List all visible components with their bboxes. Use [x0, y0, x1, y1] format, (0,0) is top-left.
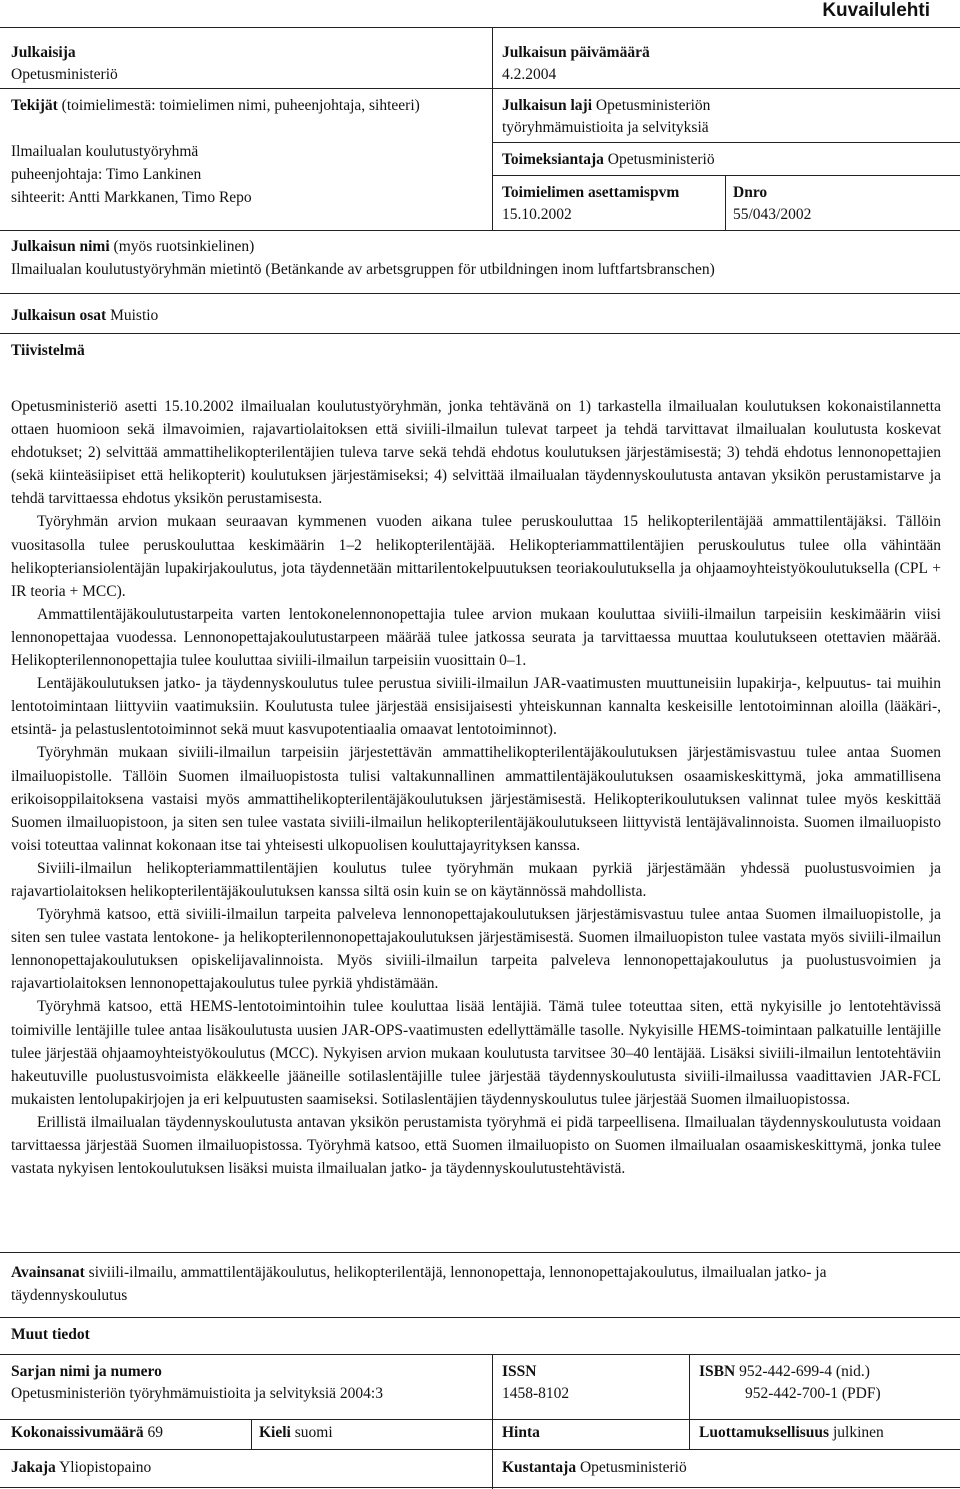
summary-paragraph: Siviili-ilmailun helikopteriammattilentäjien koulutus tulee työryhmän mukaan pyrkiä järjestämään yhdessä puolustusvoimien ja rajavartiolaitoksen helikopterilentäjäkoulutuksen kanssa siltä osin kuin se on käytännössä mahdollista.: [11, 859, 941, 900]
rule-after-pub-type: [492, 142, 960, 143]
rule-after-header: [0, 230, 960, 231]
page-count-label: Kokonaissivumäärä: [11, 1424, 144, 1441]
rule-after-commissioner: [492, 175, 960, 176]
commissioner-label: Toimeksiantaja: [502, 151, 604, 168]
authors-label: Tekijät: [11, 97, 58, 114]
details-divider-3: [689, 1419, 690, 1449]
commissioner-value: Opetusministeriö: [607, 151, 715, 168]
publisher-value: Opetusministeriö: [11, 66, 118, 83]
authors-label-note: (toimielimestä: toimielimen nimi, puheenjohtaja, sihteeri): [61, 97, 420, 114]
pub-type-value-2: työryhmämuistioita ja selvityksiä: [502, 119, 709, 136]
bottom-rule: [0, 1487, 960, 1488]
dnro-label: Dnro: [733, 184, 768, 201]
pub-name-value: Ilmailualan koulutustyöryhmän mietintö (Betänkande av arbetsgruppen för utbildningen inom luftfartsbranschen): [11, 261, 715, 278]
commissioner: [502, 151, 715, 169]
document-title: Kuvailulehti: [822, 0, 930, 21]
rule-after-date: [492, 88, 960, 89]
details-divider-2: [492, 1419, 493, 1489]
isbn: [699, 1363, 870, 1381]
dnro-divider: [725, 175, 726, 230]
authors-line-3: sihteerit: Antti Markkanen, Timo Repo: [11, 189, 252, 206]
pub-date-label: Julkaisun päivämäärä: [502, 44, 650, 61]
confidentiality-label: Luottamuksellisuus: [699, 1424, 830, 1441]
dnro-value: 55/043/2002: [733, 206, 812, 223]
summary-label: Tiivistelmä: [11, 342, 85, 359]
price-label: Hinta: [502, 1424, 540, 1441]
summary-body: [11, 395, 941, 1180]
summary-paragraph: Opetusministeriö asetti 15.10.2002 ilmailualan koulutustyöryhmän, jonka tehtävänä on 1) tarkastella ilmailualan koulutuksen kokonaistilannetta ottaen huomioon sekä ilmavoimien, rajavartiolaitoksen että siviili-ilmailun tulevat tarpeet ja tehdä tarvittavat ilmailualan koulutusta koskevat ehdotukset; 2) selvittää ammattihelikopterilentäjien tuleva tarve sekä tehdä ehdotus koulutuksen järjestämisestä; 3) tehdä ehdotus lennonopettajien (sekä kiinteäsiipiset että helikopterit) koulutuksen järjestämiseksi; 4) selvittää ilmailualan täydennyskoulutusta antavan yksikön perustamistarve ja tehdä tarvittaessa ehdotus yksikön perustamisesta.: [11, 398, 941, 508]
pub-name-label-note: (myös ruotsinkielinen): [113, 238, 255, 255]
rule-after-other-info: [0, 1354, 960, 1355]
keywords: [11, 1264, 826, 1282]
rule-after-series: [0, 1419, 960, 1420]
authors-line-1: Ilmailualan koulutustyöryhmä: [11, 143, 199, 160]
header-divider: [492, 27, 493, 230]
issn-label: ISSN: [502, 1363, 537, 1380]
rule-after-pub-parts: [0, 333, 960, 334]
pub-type: [502, 97, 710, 115]
series-divider-2: [689, 1354, 690, 1419]
language: [259, 1424, 333, 1442]
confidentiality: [699, 1424, 884, 1442]
authors-line-2: puheenjohtaja: Timo Lankinen: [11, 166, 202, 183]
rule-after-publisher: [0, 88, 492, 89]
publisher-bottom: [502, 1459, 687, 1477]
page-count: [11, 1424, 163, 1442]
pub-type-label: Julkaisun laji: [502, 97, 593, 114]
rule-after-keywords: [0, 1317, 960, 1318]
summary-paragraph: Lentäjäkoulutuksen jatko- ja täydennyskoulutus tulee perustua siviili-ilmailun JAR-vaatimusten muuttuneisiin lupakirja-, kelpuutus- tai muihin lentotoimintaan liittyviin vaatimuksiin. Koulutusta tulee järjestää ensisijaisesti yhteiskunnan kannalta keskeisille lentotoiminnan aloilla (lääkäri-, etsintä- ja pelastuslentotoiminnot sekä muut kasvupotentiaalia omaavat lentotoiminnot).: [11, 675, 941, 739]
pub-parts: [11, 307, 158, 325]
keywords-value-1: siviili-ilmailu, ammattilentäjäkoulutus, helikopterilentäjä, lennonopettaja, lennonopettajakoulutus, ilmailualan jatko- ja: [88, 1264, 827, 1281]
series-label: Sarjan nimi ja numero: [11, 1363, 162, 1380]
pub-name-heading: [11, 238, 254, 256]
page-count-value: 69: [147, 1424, 164, 1441]
publisher-label: Julkaisija: [11, 44, 76, 61]
language-label: Kieli: [259, 1424, 291, 1441]
summary-paragraph: Työryhmä katsoo, että HEMS-lentotoimintoihin tulee kouluttaa lisää lentäjiä. Tämä tulee toteuttaa siten, että nykyisille jo lentotehtävissä toimiville lentäjille tulee antaa lisäkoulutusta uusien JAR-OPS-vaatimusten edellyttämälle tasolle. Nykyisille HEMS-toimintaan palkatuille lentäjille tulee järjestää ohjaamoyhteistyökoulutus (MCC). Nykyisen arvion mukaan koulutusta tarvitsee 30–40 lentäjää. Lisäksi siviili-ilmailun lentotehtäviin hakeutuville puolustusvoimista eläkkeelle jääneille sotilaslentäjille tulee järjestää täydennyskoulutusta siviili-ilmailussa vaadittavien JAR-FCL mukaisten lentolupakirjojen ja eri kelpuutusten saamiseksi. Sotilaslentäjien täydennyskoulutus tulee järjestää Suomen ilmailuopistossa.: [11, 998, 941, 1108]
distributor-label: Jakaja: [11, 1459, 56, 1476]
confidentiality-value: julkinen: [832, 1424, 884, 1441]
distributor-value: Yliopistopaino: [59, 1459, 152, 1476]
keywords-value-2: täydennyskoulutus: [11, 1287, 128, 1304]
rule-before-keywords: [0, 1252, 960, 1253]
distributor: [11, 1459, 151, 1477]
keywords-label: Avainsanat: [11, 1264, 85, 1281]
summary-paragraph: Työryhmän arvion mukaan seuraavan kymmenen vuoden aikana tulee peruskouluttaa 15 helikopterilentäjää ammattilentäjäksi. Tällöin vuositasolla tulee peruskouluttaa keskimäärin 1–2 helikopterilentäjää. Helikopteriammattilentäjien peruskoulutus tulee olla vähintään helikopteriansiolentäjän lupakirjakoulutus, jota täydennetään mittarilentokelpuutuksen teoriakoulutuksella ja ohjaamoyhteistyökoulutuksella (CPL + IR teoria + MCC).: [11, 513, 941, 600]
pub-name-label: Julkaisun nimi: [11, 238, 110, 255]
isbn-label: ISBN: [699, 1363, 736, 1380]
isbn-value-1: 952-442-699-4 (nid.): [739, 1363, 870, 1380]
summary-paragraph: Työryhmä katsoo, että siviili-ilmailun tarpeita palveleva lennonopettajakoulutuksen järjestämisvastuu tulee antaa Suomen ilmailuopistolle, ja siten sen tulee vastata lentokone- ja helikopterilennonopettajakoulutuksen järjestämisestä. Suomen ilmailuopiston tulee vastata myös siviili-ilmailun lennonopettajakoulutuksen opiskelijavalinnoista. Myös siviili-ilmailun tarpeita palveleva lennonopettajakoulutus ja puolustusvoimien ja rajavartiolaitoksen lennonopettajakoulutus tulee pyrkiä yhdistämään.: [11, 906, 941, 993]
pub-date-value: 4.2.2004: [502, 66, 557, 83]
series-divider-1: [492, 1354, 493, 1419]
details-divider-1: [251, 1419, 252, 1449]
summary-paragraph: Työryhmän mukaan siviili-ilmailun tarpeisiin järjestettävän ammattihelikopterilentäjäkoulutuksen järjestämisvastuu tulee antaa Suomen ilmailuopistolle. Tällöin Suomen ilmailuopistosta tulisi valtakunnallinen ammattilentäjäkoulutuksen osaamiskeskittymä, joka ammatillisena erikoisoppilaitoksena vastaisi myös ammattihelikopterilentäjäkoulutuksen järjestämisestä. Helikopterikoulutuksen valinnat tulee myös keskittää Suomen ilmailuopistoon, ja siten sen tulee vastata siviili-ilmailun helikopterilentäjäkoulutukseen liittyvistä lentäjävalinnoista. Suomen ilmailuopisto voisi toteuttaa valinnat kokonaan itse tai yhteisesti ulkopuolisen kouluttajayrityksen kanssa.: [11, 744, 941, 854]
top-rule: [0, 27, 960, 28]
other-info-label: Muut tiedot: [11, 1326, 90, 1343]
publisher-bottom-value: Opetusministeriö: [579, 1459, 687, 1476]
authors-heading: [11, 97, 420, 115]
pub-type-value-1: Opetusministeriön: [595, 97, 711, 114]
summary-paragraph: Ammattilentäjäkoulutustarpeita varten lentokonelennonopettajia tulee arvion mukaan kouluttaa siviili-ilmailun tarpeisiin keskimäärin viisi lennonopettajaa vuodessa. Lennonopettajakoulutustarpeen määrää tulee jatkossa seurata ja tarvittaessa muuttaa koulutukseen otettavien määrää. Helikopterilennonopettajia tulee kouluttaa siviili-ilmailun tarpeisiin vuosittain 0–1.: [11, 605, 941, 670]
rule-after-pub-name: [0, 293, 960, 294]
rule-after-details: [0, 1449, 960, 1450]
language-value: suomi: [294, 1424, 333, 1441]
pub-parts-label: Julkaisun osat: [11, 307, 107, 324]
publisher-bottom-label: Kustantaja: [502, 1459, 577, 1476]
committee-date-label: Toimielimen asettamispvm: [502, 184, 680, 201]
committee-date-value: 15.10.2002: [502, 206, 572, 223]
isbn-value-2: 952-442-700-1 (PDF): [745, 1385, 881, 1402]
pub-parts-value: Muistio: [110, 307, 159, 324]
issn-value: 1458-8102: [502, 1385, 570, 1402]
series-value: Opetusministeriön työryhmämuistioita ja selvityksiä 2004:3: [11, 1385, 383, 1402]
summary-paragraph: Erillistä ilmailualan täydennyskoulutusta antavan yksikön perustamista työryhmä ei pidä tarpeellisena. Ilmailualan täydennyskoulutusta voidaan tarvittaessa järjestää Suomen ilmailuopistossa. Työryhmä katsoo, että Suomen ilmailuopisto on Suomen ilmailualan osaamiskeskittymä, jonka tulee vastata nykyisen lentokoulutuksen lisäksi muista ilmailualan jatko- ja täydennyskoulutustehtävistä.: [11, 1113, 941, 1178]
